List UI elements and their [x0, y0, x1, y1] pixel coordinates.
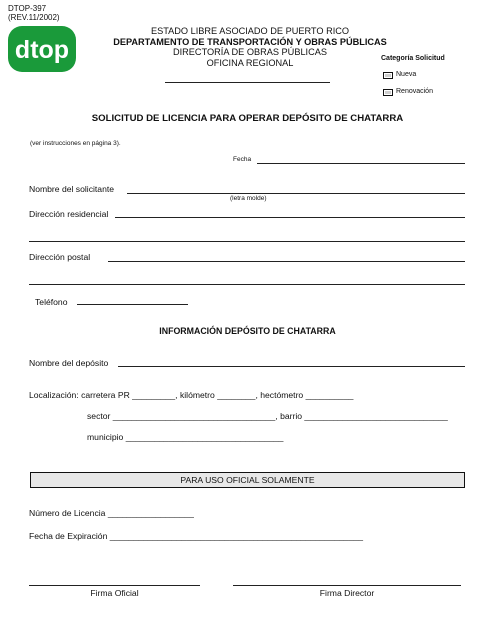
phone-label: Teléfono	[35, 297, 68, 307]
deposit-name-field[interactable]	[118, 366, 465, 367]
date-field[interactable]	[257, 163, 465, 164]
form-title: SOLICITUD DE LICENCIA PARA OPERAR DEPÓSITO DE CHATARRA	[91, 113, 404, 124]
nueva-label: Nueva	[396, 71, 417, 78]
header-line-3: DIRECTORÍA DE OBRAS PÚBLICAS	[172, 47, 327, 57]
header-line-4: OFICINA REGIONAL	[206, 57, 294, 68]
applicant-name-field[interactable]	[127, 193, 465, 194]
instructions-note: (ver instrucciones en página 3).	[30, 140, 121, 147]
postal-address-field[interactable]	[108, 261, 465, 262]
official-signature-line[interactable]	[29, 585, 200, 586]
dtop-logo	[8, 24, 76, 74]
logo-text: dtop	[14, 36, 70, 64]
header-line-1: ESTADO LIBRE ASOCIADO DE PUERTO RICO	[150, 26, 350, 36]
category-title: Categoría Solicitud	[381, 55, 445, 62]
print-hint: (letra molde)	[230, 195, 267, 202]
deposit-name-label: Nombre del depósito	[29, 358, 109, 368]
postal-address-field-2[interactable]	[29, 284, 465, 285]
agency-header	[100, 26, 400, 68]
residential-address-field-2[interactable]	[29, 241, 465, 242]
director-signature-line[interactable]	[233, 585, 461, 586]
director-signature-label: Firma Director	[319, 588, 375, 598]
header-line-2: DEPARTAMENTO DE TRANSPORTACIÓN Y OBRAS PÚBLICAS	[113, 36, 387, 47]
form-number: DTOP-397	[8, 4, 47, 13]
phone-field[interactable]	[77, 304, 188, 305]
expiration-date-line[interactable]: Fecha de Expiración _____________________________________________________	[29, 531, 364, 541]
form-revision: (REV.11/2002)	[8, 13, 60, 22]
renovacion-label: Renovación	[396, 88, 433, 95]
regional-office-line[interactable]	[165, 82, 330, 83]
applicant-label: Nombre del solicitante	[29, 184, 115, 194]
residential-address-label: Dirección residencial	[29, 209, 109, 219]
official-signature-label: Firma Oficial	[90, 588, 139, 598]
residential-address-field[interactable]	[115, 217, 465, 218]
date-label: Fecha	[233, 156, 252, 163]
postal-address-label: Dirección postal	[29, 252, 91, 262]
sector-barrio-line[interactable]: sector __________________________________, barrio ______________________________	[87, 411, 448, 421]
form-code	[8, 4, 60, 22]
official-use-banner: PARA USO OFICIAL SOLAMENTE	[30, 472, 465, 488]
deposit-section-title: INFORMACIÓN DEPÓSITO DE CHATARRA	[159, 326, 336, 336]
nueva-checkbox[interactable]	[383, 72, 393, 79]
municipio-line[interactable]: municipio _________________________________	[87, 432, 284, 442]
renovacion-checkbox[interactable]	[383, 89, 393, 96]
location-line[interactable]: Localización: carretera PR _________, kilómetro ________, hectómetro __________	[29, 390, 354, 400]
license-number-line[interactable]: Número de Licencia __________________	[29, 508, 194, 518]
